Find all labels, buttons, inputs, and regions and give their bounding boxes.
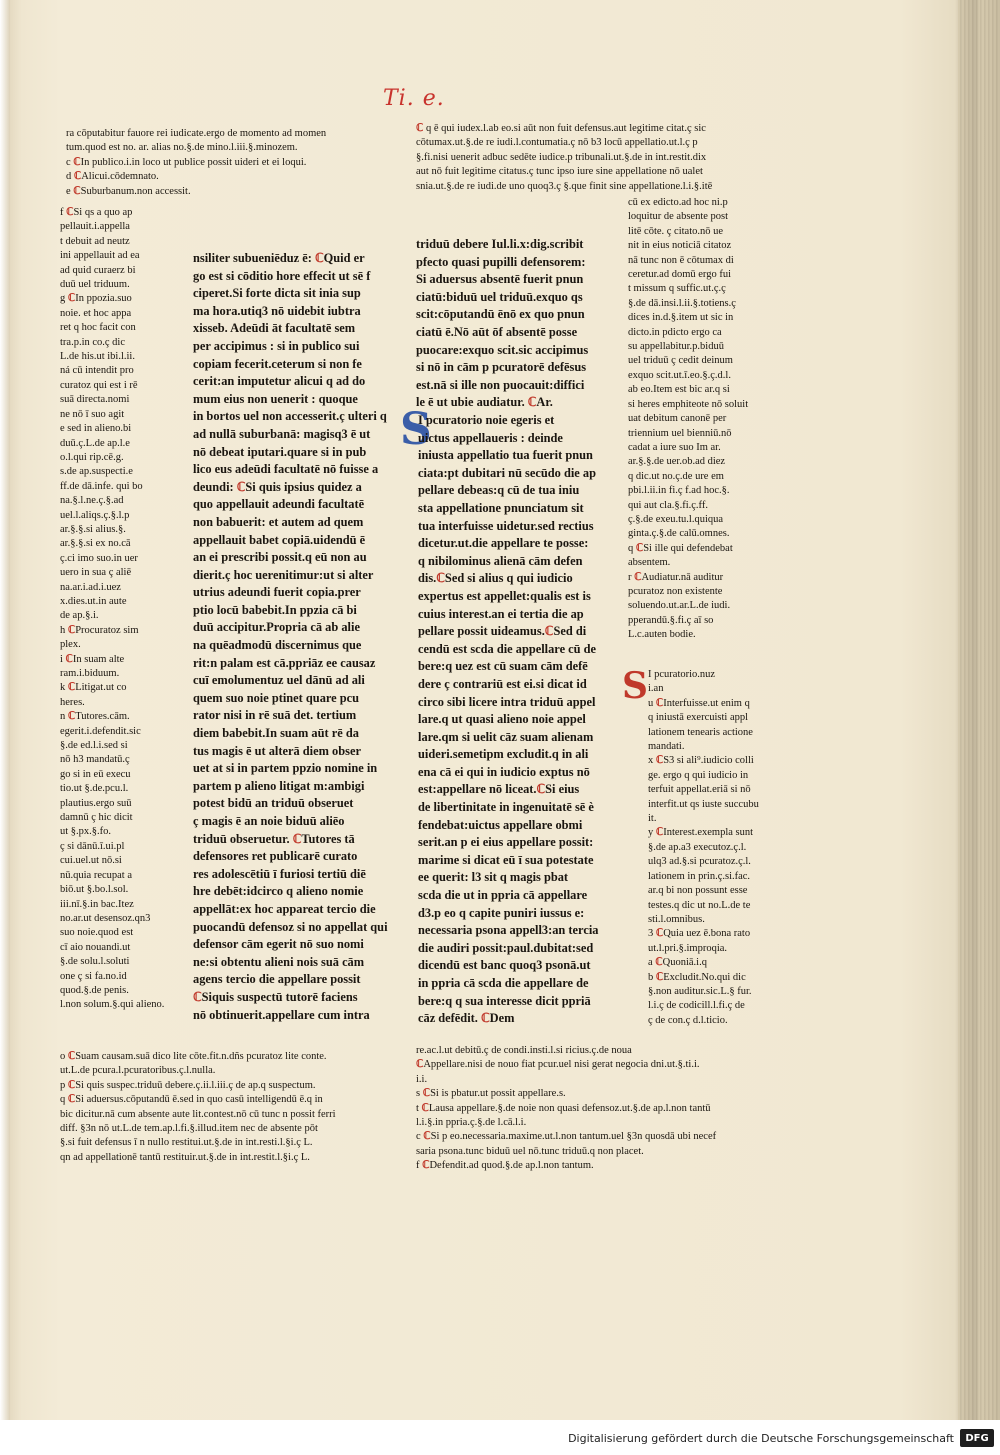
text-line: triduū debere Iul.li.x:dig.scribit xyxy=(416,237,584,251)
gloss-line: ulq3 ad.§.si pcuratoz.ç.l. xyxy=(648,856,751,868)
gloss-line: r ℂAudiatur.nā auditur xyxy=(628,571,724,583)
gloss-line: §.de ap.a3 executoz.ç.l. xyxy=(648,841,747,853)
gloss-line: §.non auditur.sic.L.§ fur. xyxy=(648,985,752,997)
text-line: pellare possit uideamus.ℂSed di xyxy=(418,624,587,639)
gloss-line: duū uel triduum. xyxy=(60,279,130,291)
gloss-line: ut.L.de pcura.l.pcuratoribus.ç.l.nulla. xyxy=(60,1065,216,1077)
text-line: ne:si obtentu alieni nois suā cām xyxy=(193,954,365,969)
gloss-line: k ℂLitigat.ut co xyxy=(60,682,127,694)
paragraph-mark: ℂ xyxy=(193,989,202,1004)
gloss-line: L.c.auten bodie. xyxy=(628,629,696,641)
gloss-line: pbi.l.ii.in fi.ç f.ad hoc.§. xyxy=(628,485,730,497)
text-line: ptio locū babebit.In ppzia cā bi xyxy=(193,602,357,617)
gloss-line: o ℂSuam causam.suā dico lite cōte.fit.n.dñs pcuratoz lite conte. xyxy=(60,1051,327,1062)
gloss-line: one ç si fa.no.id xyxy=(60,970,127,982)
paragraph-mark: ℂ xyxy=(544,624,554,639)
paragraph-mark: ℂ xyxy=(67,624,76,636)
gloss-line: ne nō ī suo agit xyxy=(60,408,125,420)
gloss-line: ç.§.de exeu.tu.l.quiqua xyxy=(628,513,724,525)
text-line: uet at si in partem ppzio nomine in xyxy=(193,761,378,776)
text-line: ena cā ei qui in iudicio exptus nō xyxy=(418,764,590,779)
gloss-line: uel.l.aliqs.ç.§.l.p xyxy=(60,509,130,521)
gloss-line: o.l.qui rip.cē.g. xyxy=(60,451,124,463)
text-line: dierit.ç hoc uerenitimur:ut si alter xyxy=(193,567,374,582)
gloss-line: nit in eius noticiā citatoz xyxy=(628,240,732,252)
gloss-line: sti.l.omnibus. xyxy=(648,913,705,925)
text-line: tua interfuisse uidetur.sed rectius xyxy=(418,518,594,533)
text-line: serit.an p ei eius appellare possit: xyxy=(418,835,594,850)
text-line: d3.p eo q capite puniri iussus e: xyxy=(418,905,585,920)
text-line: circo sibi licere intra triduū appel xyxy=(418,694,596,709)
gloss-line: duū.ç.L.de ap.l.e xyxy=(60,437,130,449)
gloss-line: quod.§.de penis. xyxy=(60,984,129,996)
text-line: deundi: ℂSi quis ipsius quidez a xyxy=(193,479,362,494)
gloss-line: l.i.§.in ppria.ç.§.de l.cā.l.i. xyxy=(416,1117,527,1129)
gloss-line: litē cōte. ç citato.nō ue xyxy=(628,225,724,237)
gloss-line: §.fi.nisi uenerit adbuc sedēte iudice.p tribunali.ut.§.de in int.restit.dix xyxy=(416,151,707,163)
gloss-bottom-left xyxy=(60,1050,405,1165)
gloss-line: de ap.§.i. xyxy=(60,610,99,622)
gloss-line: i ℂIn suam alte xyxy=(60,653,125,665)
text-line: utrius adeundi fuerit copia.prer xyxy=(193,585,361,600)
paragraph-mark: ℂ xyxy=(67,293,76,305)
text-line: agens tercio die appellare possit xyxy=(193,972,361,987)
text-line: per accipimus : si in publico sui xyxy=(193,338,360,353)
text-line: uideri.semetipm excludit.q in ali xyxy=(418,747,589,762)
text-line: an ei prescribi possit.q eū non au xyxy=(193,550,367,565)
text-line: rator nisi in rē suā det. tertium xyxy=(193,708,357,723)
paragraph-mark: ℂ xyxy=(416,1059,424,1071)
paragraph-mark: ℂ xyxy=(421,1102,429,1114)
text-line: iniusta appellatio tua fuerit pnun xyxy=(418,448,593,463)
paragraph-mark: ℂ xyxy=(655,971,664,983)
gloss-line: cī aio nouandi.ut xyxy=(60,941,131,953)
gloss-right-margin xyxy=(628,196,778,643)
gloss-line: nō h3 mandatū.ç xyxy=(60,754,130,766)
footer-bar xyxy=(0,1420,1000,1455)
gloss-line: noie. et hoc appa xyxy=(60,307,132,319)
paragraph-mark: ℂ xyxy=(422,1088,431,1100)
text-line: de libertinitate in ingenuitatē sē è xyxy=(418,800,594,815)
gloss-line: ar.§.§.de uer.ob.ad diez xyxy=(628,456,726,468)
gloss-line: saria psona.tunc biduū uel nō.tunc triduū.q non placet. xyxy=(416,1145,644,1157)
paragraph-mark: ℂ xyxy=(480,1011,490,1026)
text-line: ciatū:biduū uel triduū.exquo qs xyxy=(416,289,583,304)
text-line: cendū est scda die appellare cū de xyxy=(418,641,597,656)
gloss-line: ad quid curaerz bi xyxy=(60,264,136,276)
text-line: uictus appellaueris : deinde xyxy=(418,430,563,445)
gloss-line: x.dies.ut.in aute xyxy=(60,595,127,607)
gloss-line: iii.nī.§.in bac.Itez xyxy=(60,898,134,910)
paragraph-mark: ℂ xyxy=(655,827,664,839)
paragraph-mark: ℂ xyxy=(292,831,302,846)
gloss-top-left xyxy=(66,127,386,199)
gloss-line: l.non solum.§.qui alieno. xyxy=(60,999,165,1011)
gloss-line: ç si dānū.ī.ui.pl xyxy=(60,840,125,852)
text-line: ciatū ē.Nō aūt ōf absentē posse xyxy=(416,324,578,339)
gloss-line: curatoz qui est i rē xyxy=(60,379,138,391)
text-line: cāz defēdit. ℂDem xyxy=(418,1011,515,1026)
gloss-line: diff. §3n nō ut.L.de tem.ap.l.fi.§.illud.item nec de absente pōt xyxy=(60,1123,318,1135)
text-line: sta appellatione pnunciatum sit xyxy=(418,500,584,515)
text-line: na quēadmodū discernimus que xyxy=(193,638,362,653)
text-line: copiam fecerit.ceterum si non fe xyxy=(193,356,362,371)
paragraph-mark: ℂ xyxy=(67,711,76,723)
gloss-line: ceretur.ad domū ergo fui xyxy=(628,269,732,281)
text-line: cuius interest.an ei tertia die ap xyxy=(418,606,584,621)
gloss-line: ℂAppellare.nisi de nouo fiat pcur.uel nisi gerat negocia dni.ut.§.ti.i. xyxy=(416,1059,700,1071)
text-line: in bortos uel non accesserit.ç ulteri q xyxy=(193,409,387,424)
gloss-line: ç.ci imo suo.in uer xyxy=(60,552,138,564)
gloss-line: ram.i.biduum. xyxy=(60,668,120,679)
gloss-line: d ℂAlicui.cōdemnato. xyxy=(66,171,159,183)
gloss-line: interfit.ut qs iuste succubu xyxy=(648,798,759,810)
gloss-line: ret q hoc facit con xyxy=(60,322,136,334)
text-line: lare.qm si uelit cāz suam alienam xyxy=(418,729,594,744)
text-line: lico eus adeūdi facultatē nō fuisse a xyxy=(193,462,379,477)
gloss-line: tra.p.in co.ç dic xyxy=(60,336,126,348)
text-line: expertus est appellet:qualis est is xyxy=(418,588,591,603)
text-line: nsiliter subueniēduz ē: ℂQuid er xyxy=(193,251,365,265)
text-line: appellāt:ex hoc appareat tercio die xyxy=(193,901,376,916)
gloss-line: i.an xyxy=(648,683,664,695)
gloss-line: cōtumax.ut.§.de re iudi.l.contumatia.ç nō b3 locū appellatio.ut.l.ç p xyxy=(416,137,698,149)
gloss-line: t debuit ad neutz xyxy=(60,235,130,247)
gloss-line: uat debitum canonē per xyxy=(628,413,727,425)
gloss-line: q ℂSi aduersus.cōputandū ē.sed in quo casū intelligendū ē.q in xyxy=(60,1094,323,1106)
decorated-initial-s-gloss: S xyxy=(622,665,648,707)
gloss-line: na.§.l.ne.ç.§.ad xyxy=(60,495,124,507)
gloss-line: s ℂSi is pbatur.ut possit appellare.s. xyxy=(416,1088,566,1100)
gloss-line: nū.quia recupat a xyxy=(60,869,133,881)
gloss-line: ar.q bi non possunt esse xyxy=(648,885,748,897)
gloss-line: ra cōputabitur fauore rei iudicate.ergo de momento ad momen xyxy=(66,128,327,139)
gloss-line: f ℂDefendit.ad quod.§.de ap.l.non tantum. xyxy=(416,1160,594,1172)
gloss-line: mandati. xyxy=(648,741,685,753)
gloss-line: 3 ℂQuia uez ē.bona rato xyxy=(648,928,751,940)
gloss-line: dicto.in pdicto ergo ca xyxy=(628,326,722,338)
text-line: si nō in cām p pcuratorē defēsus xyxy=(416,360,587,375)
gloss-line: p ℂSi quis suspec.triduū debere.ç.ii.l.iii.ç de ap.q suspectum. xyxy=(60,1079,316,1091)
gloss-line: biō.ut §.bo.l.sol. xyxy=(60,884,129,896)
paragraph-mark: ℂ xyxy=(67,1094,76,1106)
gloss-line: bic dicitur.nā cum absente aute lit.contest.nō cū tunc n possit ferri xyxy=(60,1108,336,1120)
gloss-line: ℂ q ē qui iudex.l.ab eo.si aūt non fuit defensus.aut legitime citat.ç sic xyxy=(416,123,706,134)
text-line: bere:q uez est cū suam cām defē xyxy=(418,659,588,674)
gloss-line: s.de ap.suspecti.e xyxy=(60,466,133,478)
gloss-line: c ℂIn publico.i.in loco ut publice possit uideri et ei loqui. xyxy=(66,156,307,168)
text-line: rit:n palam est cā.ppriāz ee causaz xyxy=(193,655,376,670)
gloss-line: ut §.px.§.fo. xyxy=(60,826,112,838)
gloss-line: uero in sua ç aliē xyxy=(60,567,132,579)
text-line: pellare debeas:q cū de tua iniu xyxy=(418,483,580,498)
gloss-line: i.i. xyxy=(416,1073,428,1085)
text-line: scit:cōputandū ēnō ex quo pnun xyxy=(416,307,585,322)
gloss-line: qn ad appellationē tantū restituir.ut.§.de in int.restit.l.§i.ç L. xyxy=(60,1151,310,1163)
gloss-bottom-right xyxy=(416,1044,776,1174)
gloss-line: cadat a iure suo Im ar. xyxy=(628,441,721,453)
gloss-line: ge. ergo q qui iudicio in xyxy=(648,769,749,781)
decorated-initial-s: S xyxy=(400,404,432,455)
paragraph-mark: ℂ xyxy=(67,1079,76,1091)
paragraph-mark: ℂ xyxy=(527,395,537,410)
gloss-line: ar.§.§.si ex no.cā xyxy=(60,538,131,550)
paragraph-mark: ℂ xyxy=(73,171,82,183)
text-line: bere:q q sua interesse dicit ppriā xyxy=(418,993,591,1008)
paragraph-mark: ℂ xyxy=(66,207,74,218)
text-line: defensor cām egerit nō suo nomi xyxy=(193,937,364,952)
gloss-line: damnū ç hic dicit xyxy=(60,812,133,824)
gloss-line: nā tunc non ē cōtumax di xyxy=(628,254,734,266)
gloss-line: si heres emphiteote nō soluit xyxy=(628,398,749,410)
text-line: cerit:an imputetur alicui q ad do xyxy=(193,374,366,389)
gloss-line: snia.ut.§.de re iudi.de uno quoq3.ç §.que finit sine appellatione.l.i.§.itē xyxy=(416,180,713,192)
page-gutter xyxy=(0,0,10,1420)
gloss-line: su appellabitur.p.biduū xyxy=(628,341,724,353)
text-line: quem suo noie ptinet quare pcu xyxy=(193,690,360,705)
text-line: est.nā si ille non puocauit:diffici xyxy=(416,377,585,392)
text-line: in ppria cā scda die appellare de xyxy=(418,976,589,990)
text-line: appellauit babet copiā.uidendū ē xyxy=(193,532,366,547)
gloss-line: h ℂProcuratoz sim xyxy=(60,624,139,636)
gloss-line: x ℂS3 si ali⁹.iudicio colli xyxy=(648,755,754,767)
text-line: cuī emolumentuz uel dānū ad ali xyxy=(193,673,365,688)
text-line: triduū obseruetur. ℂTutores tā xyxy=(193,831,355,846)
text-line: lare.q ut quasi alieno noie appel xyxy=(418,712,586,727)
paragraph-mark: ℂ xyxy=(655,928,664,940)
gloss-line: suo noie.quod est xyxy=(60,927,134,939)
text-line: dicetur.ut.die appellare te posse: xyxy=(418,536,589,551)
gloss-line: u ℂInterfuisse.ut enim q xyxy=(648,697,750,709)
gloss-line: t ℂLausa appellare.§.de noie non quasi defensoz.ut.§.de ap.l.non tantū xyxy=(416,1102,711,1114)
paragraph-mark: ℂ xyxy=(635,542,644,554)
text-line: puocare:exquo scit.sic accipimus xyxy=(416,342,589,357)
paragraph-mark: ℂ xyxy=(655,957,663,969)
text-line: ad nullā suburbanā: magisq3 ē ut xyxy=(193,426,371,441)
gloss-line: tio.ut §.de.pcu.l. xyxy=(60,783,129,795)
gloss-line: triennium uel bienniū.nō xyxy=(628,427,732,439)
gloss-line: cū ex edicto.ad hoc ni.p xyxy=(628,197,728,208)
text-line: diem babebit.In suam aūt rē da xyxy=(193,726,359,741)
text-line: go est si cōditio hore effecit ut sē f xyxy=(193,268,371,283)
text-line: ciata:pt dubitari nū secūdo die ap xyxy=(418,465,596,480)
text-line: tus magis ē ut alterā diem obser xyxy=(193,743,361,758)
gloss-line: loquitur de absente post xyxy=(628,211,729,223)
gloss-line: na.ar.i.ad.i.uez xyxy=(60,581,121,593)
gloss-line: e sed in alieno.bi xyxy=(60,423,132,435)
gloss-line: no.ar.ut desensoz.qn3 xyxy=(60,912,151,924)
paragraph-mark: ℂ xyxy=(422,1160,430,1172)
gloss-line: g ℂIn ppozia.suo xyxy=(60,293,132,305)
gloss-top-right xyxy=(416,122,776,194)
gloss-line: a ℂQuoniā.i.q xyxy=(648,957,707,969)
gloss-line: re.ac.l.ut debitū.ç de condi.insti.l.si ricius.ç.de noua xyxy=(416,1045,632,1056)
paragraph-mark: ℂ xyxy=(423,1131,431,1143)
paragraph-mark: ℂ xyxy=(655,697,664,709)
text-line: dicendū est banc quoq3 psonā.ut xyxy=(418,958,591,973)
gloss-line: plex. xyxy=(60,639,81,651)
gloss-line: qui aut cla.§.fi.ç.ff. xyxy=(628,499,708,511)
gloss-line: tum.quod est no. ar. alias no.§.de mino.l.iii.§.minozem. xyxy=(66,142,298,154)
text-line: dere ç contrariū est ei.si dicat id xyxy=(418,676,587,691)
gloss-line: §.de dā.insi.l.ii.§.totiens.ç xyxy=(628,297,736,309)
text-line: marime si dicat eū ī sua potestate xyxy=(418,852,594,867)
gloss-line: ut.l.pri.§.improqia. xyxy=(648,942,728,954)
text-line: fendebat:uictus appellare obmi xyxy=(418,817,583,832)
text-line: defensores ret publicarē curato xyxy=(193,849,358,864)
gloss-line: b ℂExcludit.No.qui dic xyxy=(648,971,746,983)
text-line: potest bidū an triduū obseruet xyxy=(193,796,354,811)
text-line: puocandū defensoz si no appellat qui xyxy=(193,919,388,934)
gloss-line: ar.§.§.si alius.§. xyxy=(60,523,126,535)
gloss-line: cui.uel.ut nō.si xyxy=(60,855,122,867)
paragraph-mark: ℂ xyxy=(73,185,81,197)
dfg-credit: Digitalisierung gefördert durch die Deutsche Forschungsgemeinschaft xyxy=(568,1432,954,1445)
gloss-line: ná cū intendit pro xyxy=(60,365,134,377)
paragraph-mark: ℂ xyxy=(67,1051,76,1062)
gloss-line: e ℂSuburbanum.non accessit. xyxy=(66,185,191,197)
paragraph-mark: ℂ xyxy=(536,782,546,797)
text-line: xisseb. Adeūdi āt facultatē sem xyxy=(193,321,356,336)
text-line: q nibilominus alienā cām defen xyxy=(418,553,583,568)
page-edges xyxy=(958,0,1000,1420)
paragraph-mark: ℂ xyxy=(236,479,246,494)
text-line: nō obtinuerit.appellare cum intra xyxy=(193,1007,370,1022)
text-line: le ē ut ubie audiatur. ℂAr. xyxy=(416,395,553,410)
paragraph-mark: ℂ xyxy=(655,755,664,767)
text-line: est:appellare nō liceat.ℂSi eius xyxy=(418,782,580,797)
text-line: Si aduersus absentē fuerit pnun xyxy=(416,272,584,287)
text-line: dis.ℂSed si alius q qui iudicio xyxy=(418,571,573,586)
gloss-line: go si in eū execu xyxy=(60,768,131,780)
gloss-line: I pcuratorio.nuz xyxy=(648,669,716,680)
gloss-line: q iniustā exercuisti appl xyxy=(648,712,749,724)
gloss-line: heres. xyxy=(60,696,85,708)
gloss-line: §.si fuit defensus ī n nullo restitui.ut.§.de in int.resti.l.§i.ç L. xyxy=(60,1137,313,1149)
gloss-line: L.de his.ut ibi.l.ii. xyxy=(60,351,135,363)
gloss-line: ini appellauit ad ea xyxy=(60,250,140,262)
gloss-line: testes.q dic ut no.L.de te xyxy=(648,899,751,911)
gloss-line: ginta.ç.§.de calū.omnes. xyxy=(628,528,730,540)
main-text-column-right xyxy=(418,412,614,1028)
gloss-line: t missum q suffic.ut.ç.ç xyxy=(628,283,726,295)
text-line: ℂSiquis suspectū tutorē faciens xyxy=(193,989,358,1004)
text-line: mum eius non uenerit : quoque xyxy=(193,391,358,406)
text-line: quo appellauit adeundi facultatē xyxy=(193,497,365,512)
paragraph-mark: ℂ xyxy=(634,571,642,583)
gloss-line: plautius.ergo suū xyxy=(60,797,132,809)
gloss-line: aut nō fuit legitime citatus.ç tunc ipso iure sine appellatione nō ualet xyxy=(416,166,703,178)
gloss-line: terfuit appellat.eriā si nō xyxy=(648,784,751,796)
gloss-line: n ℂTutores.cām. xyxy=(60,711,130,723)
gloss-left-margin xyxy=(60,206,182,1013)
gloss-line: y ℂInterest.exempla sunt xyxy=(648,827,754,839)
gloss-line: exquo scit.ut.ī.eo.§.ç.d.l. xyxy=(628,369,731,381)
gloss-line: lationem tenearis actione xyxy=(648,726,753,738)
gloss-right-lower xyxy=(648,668,778,1028)
gloss-line: l.i.ç de codicill.l.fi.ç de xyxy=(648,1000,745,1012)
text-line: hre debēt:idcirco q alieno nomie xyxy=(193,884,364,899)
text-line: necessaria psona appell3:an tercia xyxy=(418,923,599,938)
gloss-line: §.de ed.l.i.sed si xyxy=(60,740,128,752)
text-line: ç magis ē an noie biduū aliēo xyxy=(193,814,345,828)
text-line: non babuerit: et autem ad quem xyxy=(193,514,364,529)
gloss-line: ff.de dā.infe. qui bo xyxy=(60,480,143,492)
gloss-line: lationem in prin.ç.si.fac. xyxy=(648,870,751,882)
paragraph-mark: ℂ xyxy=(436,571,445,586)
text-line: duū accipitur.Propria cā ab alie xyxy=(193,620,360,635)
gloss-line: pcuratoz non existente xyxy=(628,585,723,597)
text-line: ciperet.Si forte dicta sit inia sup xyxy=(193,286,361,301)
gloss-line: it. xyxy=(648,813,657,825)
gloss-line: f ℂSi qs a quo ap xyxy=(60,207,133,218)
text-line: scda die ut in ppria cā appellare xyxy=(418,888,588,903)
gloss-line: §.de solu.l.soluti xyxy=(60,956,130,968)
paragraph-mark: ℂ xyxy=(416,123,424,134)
gloss-line: dices in.d.§.item ut sic in xyxy=(628,312,734,324)
gloss-line: pperandū.§.fi.ç aī so xyxy=(628,614,714,626)
gloss-line: q dic.ut no.ç.de ure em xyxy=(628,470,724,482)
gloss-line: suā directa.nomi xyxy=(60,394,130,406)
paragraph-mark: ℂ xyxy=(314,251,324,265)
gloss-line: pellauit.i.appella xyxy=(60,221,130,233)
running-title: Ti. e. xyxy=(383,86,445,111)
text-line: die audiri possit:paul.dubitat:sed xyxy=(418,940,594,955)
gloss-line: q ℂSi ille qui defendebat xyxy=(628,542,733,554)
paragraph-mark: ℂ xyxy=(65,653,73,665)
main-text-column-left xyxy=(193,250,405,1024)
text-line: I pcuratorio noie egeris et xyxy=(418,413,555,427)
text-line: partem p alieno litigat m:ambigi xyxy=(193,778,365,793)
gloss-line: uel triduū ç cedit deinum xyxy=(628,355,733,367)
text-line: ma hora.utiq3 nō uidebit iubtra xyxy=(193,303,361,318)
gloss-line: egerit.i.defendit.sic xyxy=(60,725,141,737)
gloss-line: c ℂSi p eo.necessaria.maxime.ut.l.non tantum.uel §3n quosdā ubi necef xyxy=(416,1131,717,1143)
paragraph-mark: ℂ xyxy=(67,682,76,694)
text-line: ee querit: l3 sit q magis pbat xyxy=(418,870,569,885)
main-text-column-right-intro xyxy=(416,236,612,412)
gloss-line: ç de con.ç d.l.ticio. xyxy=(648,1014,728,1026)
gloss-line: ab eo.Item est bic ar.q si xyxy=(628,384,730,396)
gloss-line: absentem. xyxy=(628,557,671,569)
text-line: pfecto quasi pupilli defensorem: xyxy=(416,254,586,269)
gloss-line: soluendo.ut.ar.L.de iudi. xyxy=(628,600,731,612)
text-line: res adolescētiū ī furiosi tertiū diē xyxy=(193,866,366,881)
text-line: nō debeat iputari.quare si in pub xyxy=(193,444,367,459)
paragraph-mark: ℂ xyxy=(73,156,81,168)
dfg-logo: DFG xyxy=(960,1429,994,1447)
